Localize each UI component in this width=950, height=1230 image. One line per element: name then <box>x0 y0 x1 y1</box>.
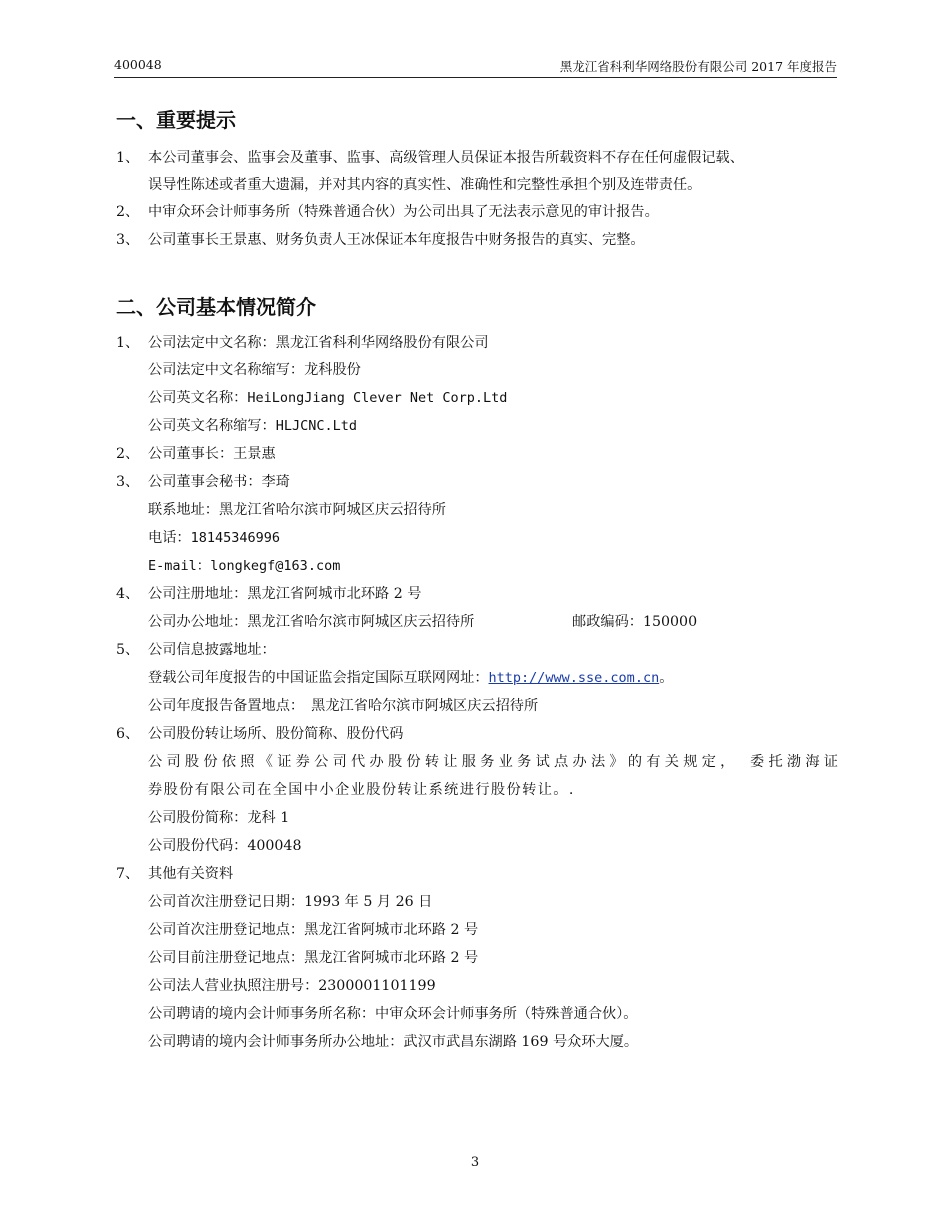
registered-address: 公司注册地址：黑龙江省阿城市北环路 2 号 <box>148 586 422 602</box>
stock-transfer-line-1: 公司股份依照《证券公司代办股份转让服务业务试点办法》的有关规定， 委托渤海证 <box>148 754 838 770</box>
page-number: 3 <box>470 1155 480 1170</box>
company-name-cn: 公司法定中文名称：黑龙江省科利华网络股份有限公司 <box>148 335 489 351</box>
company-name-en-short-label: 公司英文名称缩写： <box>148 418 276 434</box>
website-link[interactable]: http://www.sse.com.cn <box>488 670 660 686</box>
report-archive-location: 公司年度报告备置地点： 黑龙江省哈尔滨市阿城区庆云招待所 <box>148 698 539 714</box>
list-number: 2、 <box>116 446 140 462</box>
website-suffix: 。 <box>659 670 674 686</box>
current-registration-place: 公司目前注册登记地点：黑龙江省阿城市北环路 2 号 <box>148 950 479 966</box>
company-name-cn-short: 公司法定中文名称缩写：龙科股份 <box>148 362 361 378</box>
list-number: 3、 <box>116 474 140 490</box>
stock-code: 公司股份代码：400048 <box>148 838 302 854</box>
list-number: 5、 <box>116 642 140 658</box>
auditor-name: 公司聘请的境内会计师事务所名称：中审众环会计师事务所（特殊普通合伙）。 <box>148 1006 638 1022</box>
disclosure-address: 公司信息披露地址： <box>148 642 276 658</box>
other-info-heading: 其他有关资料 <box>148 866 234 882</box>
website-line <box>148 668 673 688</box>
list-number: 1、 <box>116 335 140 351</box>
stock-short-name: 公司股份简称：龙科 1 <box>148 810 290 826</box>
board-secretary: 公司董事会秘书：李琦 <box>148 474 290 490</box>
company-name-en-value: HeiLongJiang Clever Net Corp.Ltd <box>247 390 508 406</box>
notice-2: 中审众环会计师事务所（特殊普通合伙）为公司出具了无法表示意见的审计报告。 <box>148 204 659 220</box>
auditor-address: 公司聘请的境内会计师事务所办公地址：武汉市武昌东湖路 169 号众环大厦。 <box>148 1034 639 1050</box>
first-registration-place: 公司首次注册登记地点：黑龙江省阿城市北环路 2 号 <box>148 922 479 938</box>
list-number: 2、 <box>116 204 140 220</box>
company-name-en-short <box>148 416 357 436</box>
page-header <box>114 57 837 78</box>
list-number: 1、 <box>116 150 140 166</box>
office-address: 公司办公地址：黑龙江省哈尔滨市阿城区庆云招待所 <box>148 614 475 630</box>
notice-1-line-1: 本公司董事会、监事会及董事、监事、高级管理人员保证本报告所载资料不存在任何虚假记载、 <box>148 150 744 166</box>
list-number: 3、 <box>116 232 140 248</box>
business-license-number: 公司法人营业执照注册号：2300001101199 <box>148 978 436 994</box>
section-heading-important-notice: 一、重要提示 <box>116 108 236 132</box>
email <box>148 556 340 576</box>
stock-transfer-line-2: 券股份有限公司在全国中小企业股份转让系统进行股份转让。. <box>148 782 575 798</box>
list-number: 4、 <box>116 586 140 602</box>
website-label: 登载公司年度报告的中国证监会指定国际互联网网址： <box>148 670 489 686</box>
phone-value: 18145346996 <box>190 530 280 546</box>
email-value: longkegf@163.com <box>210 558 341 574</box>
chairman: 公司董事长：王景惠 <box>148 446 276 462</box>
header-report-title: 黑龙江省科利华网络股份有限公司 2017 年度报告 <box>559 59 837 74</box>
notice-3: 公司董事长王景惠、财务负责人王冰保证本年度报告中财务报告的真实、完整。 <box>148 232 645 248</box>
email-label: E-mail： <box>148 558 211 574</box>
company-name-en-short-value: HLJCNC.Ltd <box>275 418 357 434</box>
stock-transfer-heading: 公司股份转让场所、股份简称、股份代码 <box>148 726 404 742</box>
header-stock-code: 400048 <box>114 57 162 72</box>
company-name-en-label: 公司英文名称： <box>148 390 248 406</box>
company-name-en <box>148 388 507 408</box>
list-number: 7、 <box>116 866 140 882</box>
first-registration-date: 公司首次注册登记日期：1993 年 5 月 26 日 <box>148 894 433 910</box>
list-number: 6、 <box>116 726 140 742</box>
contact-address: 联系地址：黑龙江省哈尔滨市阿城区庆云招待所 <box>148 502 446 518</box>
postcode: 邮政编码：150000 <box>572 614 698 630</box>
phone-label: 电话： <box>148 530 191 546</box>
phone <box>148 528 280 548</box>
notice-1-line-2: 误导性陈述或者重大遗漏，并对其内容的真实性、准确性和完整性承担个别及连带责任。 <box>148 177 702 193</box>
section-heading-company-profile: 二、公司基本情况简介 <box>116 295 316 319</box>
